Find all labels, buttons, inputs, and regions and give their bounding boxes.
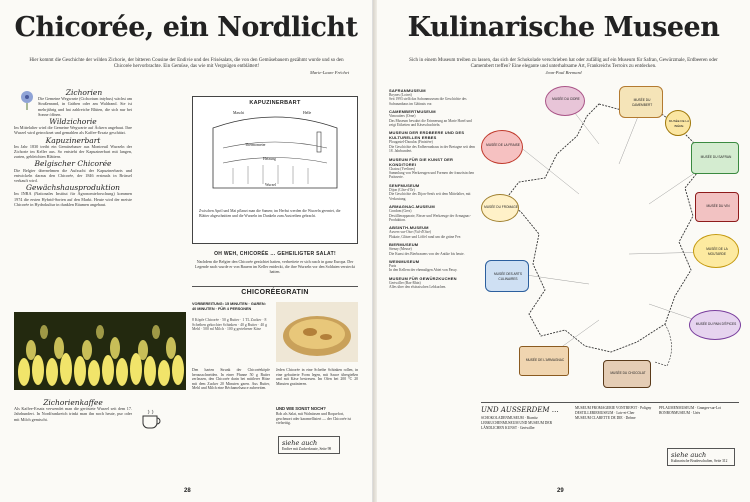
footer-item-1: SCHOKOLADENMUSEUM · Biarritz <box>481 416 538 420</box>
section-heading-2: Wildzichorie <box>49 117 97 127</box>
museum-text-3: Die Geschichte des Erdbeeranbaus in der Bretagne seit dem 18. Jahrhundert. <box>389 144 476 154</box>
recipe-meta: VORBEREITUNG: 15 MINUTEN · GAREN: 40 MINUTEN · FÜR 4 PERSONEN <box>192 302 266 311</box>
museum-text-5: Die Geschichte des Dijon-Senfs seit dem Mittelalter, mit Verkostung. <box>389 192 471 201</box>
map-label-1: MUSÉE DU CIDRE <box>552 97 580 101</box>
intro-author-right: Jean-Paul Bremard <box>545 70 582 76</box>
armagnac-badge <box>519 346 569 376</box>
recipe-rule <box>192 286 358 287</box>
museum-place-6: Condom (Gers) <box>389 209 412 214</box>
section-text-1: Die Gemeine Wegwarte (Cichorium intybus) wächst am Straßenrand, in Gräben oder am Waldrand. Sie ist mehrjährig und hat zahlreiche Blüten, die sich nur bei Sonne öffnen. <box>38 96 133 117</box>
recipe-ingredients: 8 Köpfe Chicorée · 50 g Butter · 1 TL Zucker · 8 Scheiben gekochter Schinken · 40 g Butter · 40 g Mehl · 500 ml Milch · 100 g geriebener Käse <box>192 318 267 332</box>
museum-place-10: Gertwiller (Bas-Rhin) <box>389 280 421 285</box>
museum-text-7: Plakate, Gläser und Löffel rund um die grüne Fee. <box>389 234 462 239</box>
see-also-ref-right: Kulinarische Bruderschaften, Seite 312 <box>671 459 728 463</box>
museum-name-8: BIERMUSEUM <box>389 242 419 248</box>
salad-box-title: OH WEH, CHICORÉE … GEHEILIGTER SALAT! <box>214 251 336 257</box>
museum-name-7: ABSINTH-MUSEUM <box>389 225 429 231</box>
camembert-badge <box>619 86 663 118</box>
map-label-12: MUSÉE DU FROMAGE <box>484 205 518 209</box>
recipe-text: Den harten Strunk der Chicoréeköpfe herausschneiden. In einer Pfanne 50 g Butter zerlassen, den Chicorée darin bei mittlerer Hitze mit dem Zucker 20 Minuten garen. Aus Butter, Mehl und Milch eine Béchamelsauce zubereiten. <box>192 368 270 391</box>
museum-place-3: Plougastel-Daoulas (Finistère) <box>389 140 433 145</box>
museum-place-2: Vimoutiers (Orne) <box>389 114 416 119</box>
diagram-label-5: Wurzel <box>265 183 277 187</box>
section-heading-5: Gewächshausproduktion <box>25 183 121 193</box>
museum-entry-4 <box>389 157 477 180</box>
footer-item-6: PFLAUMENMUSEUM · Granges-sur-Lot <box>659 406 721 410</box>
museum-entry-9 <box>389 259 477 273</box>
map-label-3: MUSÉE DE LA FRAISE <box>486 143 520 147</box>
beer-badge <box>665 110 691 136</box>
museum-name-2: CAMEMBERTMUSEUM <box>389 109 436 115</box>
museum-name-10: MUSEUM FÜR GEWÜRZKUCHEN <box>389 275 457 281</box>
tip-heading: UND WIE SONST NOCH? <box>276 406 326 411</box>
strawberry-badge <box>481 130 523 164</box>
intro-right <box>401 58 726 77</box>
see-also-box-right[interactable] <box>667 448 735 466</box>
map-label-4: MUSÉE DU SAFRAN <box>700 155 732 159</box>
mustard-badge <box>693 234 739 268</box>
map-label-2: MUSÉE DU CAMEMBERT <box>631 98 653 107</box>
cider-badge <box>545 86 585 116</box>
coffee-cup-icon <box>140 408 164 430</box>
cheese-badge <box>481 194 519 222</box>
gratin-photo <box>276 302 358 362</box>
diagram-caption: Zwischen April und Mai pflanzt man die Samen; im Herbst werden die Wurzeln geerntet, die Blätter abgeschnitten und die Wurzeln im Dunkeln zum Austreiben gebracht. <box>199 209 341 218</box>
saffron-badge <box>691 142 739 174</box>
chicory-flower-icon <box>14 88 40 110</box>
museum-text-8: Die Kunst des Bierbrauens von der Antike bis heute. <box>389 251 465 256</box>
footer-list-1 <box>481 416 571 431</box>
museum-text-4: Sammlung von Werkzeugen und Formen der französischen Patisserie. <box>389 171 475 180</box>
footer-list-2 <box>575 406 655 421</box>
diagram-title: KAPUZINERBART <box>249 100 301 106</box>
right-page <box>377 0 750 502</box>
museum-entry-8 <box>389 242 477 256</box>
museum-text-1: Seit 1993 stellt das Safranmuseum die Geschichte des Safrananbaus im Gâtinais vor. <box>389 97 467 106</box>
museum-place-7: Auvers-sur-Oise (Val-d'Oise) <box>389 230 431 235</box>
france-museum-map <box>479 84 743 396</box>
museum-name-1: SAFRANMUSEUM <box>389 88 426 93</box>
diagram-label-2: Helle <box>303 111 312 115</box>
footer-item-3: MUSEUM FROMAGERIE VONTREPOT · Poligny <box>575 406 652 410</box>
intro-text-right: Sich in einem Museum treiben zu lassen, das sich der Schokolade verschrieben hat oder zufällig auf ein Museum für Safran, Gewürzmale, Erdbeeren oder Camembert treffen? Eine elegante und unterhaltsame Art, Frankreichs Terroirs zu entdecken. <box>409 58 718 70</box>
museum-entry-10 <box>389 276 477 290</box>
section-heading-6: Zichorienkaffee <box>43 398 103 407</box>
page-number-right: 29 <box>557 488 564 494</box>
greenhouse-photo <box>14 312 186 390</box>
map-label-5: MUSÉE DE LA MOUTARDE <box>706 247 728 256</box>
see-also-label-right: siehe auch <box>671 451 707 459</box>
footer-item-4: DESTILLERIEMUSEUM · Loir-et-Cher <box>575 411 635 415</box>
museum-name-6: ARMAGNAC-MUSEUM <box>389 204 435 210</box>
page-number-left: 28 <box>184 488 191 494</box>
museum-name-4: MUSEUM FÜR DIE KUNST DER KONDITOREI <box>389 156 454 167</box>
see-also-ref-left: Endive mit Zuckerkruste, Seite 98 <box>282 447 332 451</box>
museum-name-5: SENFMUSEUM <box>389 182 420 188</box>
museum-entry-6 <box>389 204 477 222</box>
tip-text: Roh als Salat, mit Walnüssen und Roquefort, geschmort oder karamellisiert — der Chicorée ist vielseitig. <box>276 412 352 426</box>
section-heading-1: Zichorien <box>65 88 103 97</box>
footer-heading: UND AUSSERDEM … <box>481 406 559 414</box>
map-label-8: MUSÉE DU PAIN D'ÉPICES <box>695 322 737 326</box>
section-text-5: Im INRA (Nationales Institut für Agronomieforschung) kommen 1974 die ersten Hybrid-Sorten auf den Markt. Heute wird der meiste Chicorée in Hydrokultur in dunklen Räumen angebaut. <box>14 191 132 207</box>
museum-place-4: Chatou (Yvelines) <box>389 166 416 171</box>
footer-item-7: BONBONMUSEUM · Uzès <box>659 411 701 415</box>
museum-place-1: Boynes (Loiret) <box>389 93 412 97</box>
recipe-text-2: Jeden Chicorée in eine Scheibe Schinken rollen, in eine gebutterte Form legen, mit Sauce übergießen und mit Käse bestreuen. Im Ofen bei 200 °C 20 Minuten gratinieren. <box>276 368 358 386</box>
museum-text-9: In den Kellern der ehemaligen Abtei von Passy. <box>389 268 458 273</box>
left-page <box>0 0 373 502</box>
map-label-7: MUSÉE DE L'ARMAGNAC <box>525 358 565 362</box>
museum-entry-5 <box>389 183 477 201</box>
culinary-arts-badge <box>485 260 529 292</box>
kapuzinerbart-diagram <box>192 96 358 244</box>
salad-box-text: Nachdem die Belgier den Chicorée gezüchtet hatten, verbreitete er sich rasch in ganz Europa. Der Legende nach wurde er von Bauern im Keller entdeckt, die ihre Wurzeln vor den Soldaten versteckt hatten. <box>195 259 355 274</box>
museum-entry-1 <box>389 88 477 106</box>
section-heading-3: Kapuzinerbart <box>45 135 101 145</box>
section-text-3: Im Jahr 1830 treibt ein Gemüsebauer aus Montreuil Wurzeln der Zichorie im Keller aus. So entsteht der Kapuzinerbart mit langen, zarten, gebleichten Blättern. <box>14 143 132 160</box>
section-heading-4: Belgischer Chicorée <box>34 159 112 169</box>
museum-place-8: Stenay (Meuse) <box>389 247 412 252</box>
map-label-11: MUSÉE DU CHOCOLAT <box>610 371 646 375</box>
diagram-label-1: Maschi <box>233 111 245 115</box>
museum-name-9: WEINMUSEUM <box>389 258 420 264</box>
section-text-2: Im Mittelalter wird die Gemeine Wegwarte auf Äckern angebaut. Ihre Wurzel wird getrocknet und gemahlen als Kaffee-Ersatz geschätzt. <box>14 125 132 136</box>
chocolate-badge <box>603 360 651 388</box>
see-also-box-left[interactable] <box>278 436 340 454</box>
intro-author-left: Marie-Laure Fréchet <box>310 70 349 76</box>
wine-badge <box>695 192 739 222</box>
museum-text-2: Das Museum bewahrt die Erinnerung an Marie Harel und zeigt Etiketten und Käseschachteln. <box>389 118 472 128</box>
recipe-box <box>192 286 358 476</box>
section-text-4: Die Belgier übernehmen die Aufzucht der Kapuzinerbarts und entwickeln daraus den Chicorée, der 1846 erstmals in Brüssel verkauft wird. <box>14 167 132 184</box>
salad-box <box>192 248 358 274</box>
museum-text-6: Destillierapparate, Fässer und Werkzeuge der Armagnac-Produktion. <box>389 213 472 222</box>
footer-list-3 <box>659 406 739 416</box>
museum-place-9: Paris <box>389 263 397 268</box>
footer-item-2: LEBKUCHENMUSEUM UND MUSEUM DER LÄNDLICHEN KUNST · Gertwiller <box>481 421 552 430</box>
section-text-6: Als Kaffee-Ersatz verwendet man die geröstete Wurzel seit dem 17. Jahrhundert. In Nordfrankreich trinkt man ihn noch heute, pur oder mit Milch gemischt. <box>14 406 132 422</box>
museum-list <box>389 88 477 290</box>
museum-entry-2 <box>389 109 477 127</box>
coffee-column <box>14 398 132 424</box>
chicory-rows-image <box>14 312 186 390</box>
history-column <box>14 88 132 209</box>
footer-item-5: MUSEUM CLARETTE DE DIE · Drôme <box>575 416 636 420</box>
see-also-label-left: siehe auch <box>282 439 318 447</box>
diagram-label-4: Heizung <box>263 157 276 161</box>
museum-text-10: Alles über den elsässischen Lebkuchen. <box>389 285 447 290</box>
page-title-left: Chicorée, ein Nordlicht <box>14 12 358 43</box>
museum-entry-7 <box>389 225 477 239</box>
diagram-label-3: Thermometer <box>245 143 266 147</box>
museum-place-5: Dijon (Côte-d'Or) <box>389 187 415 192</box>
map-label-6: MUSÉE DES ARTS CULINAIRES <box>494 272 522 281</box>
footer-rule <box>481 402 739 403</box>
museum-name-3: MUSEUM DER ERDBEERE UND DES KULTURELLEN ERBES <box>389 130 465 141</box>
map-label-10: MUSÉE DE LA BIÈRE <box>668 119 690 128</box>
gingerbread-badge <box>689 310 741 340</box>
gratin-image <box>276 302 358 362</box>
museum-entry-3 <box>389 130 477 153</box>
map-label-9: MUSÉE DU VIN <box>706 204 730 208</box>
recipe-title: CHICORÉEGRATIN <box>241 289 309 296</box>
page-title-right: Kulinarische Museen <box>407 12 720 43</box>
intro-left <box>24 58 349 77</box>
intro-text-left: Hier kommt die Geschichte der wilden Zichorie, der bitteren Cousine der Endivie und des Frisésalats, die von den Gemüsebauern gezähmt wurde und so den Chicorée hervorbrachte. Ein Gemüse, das wie mit Vergnügen entblättert! <box>29 58 344 70</box>
